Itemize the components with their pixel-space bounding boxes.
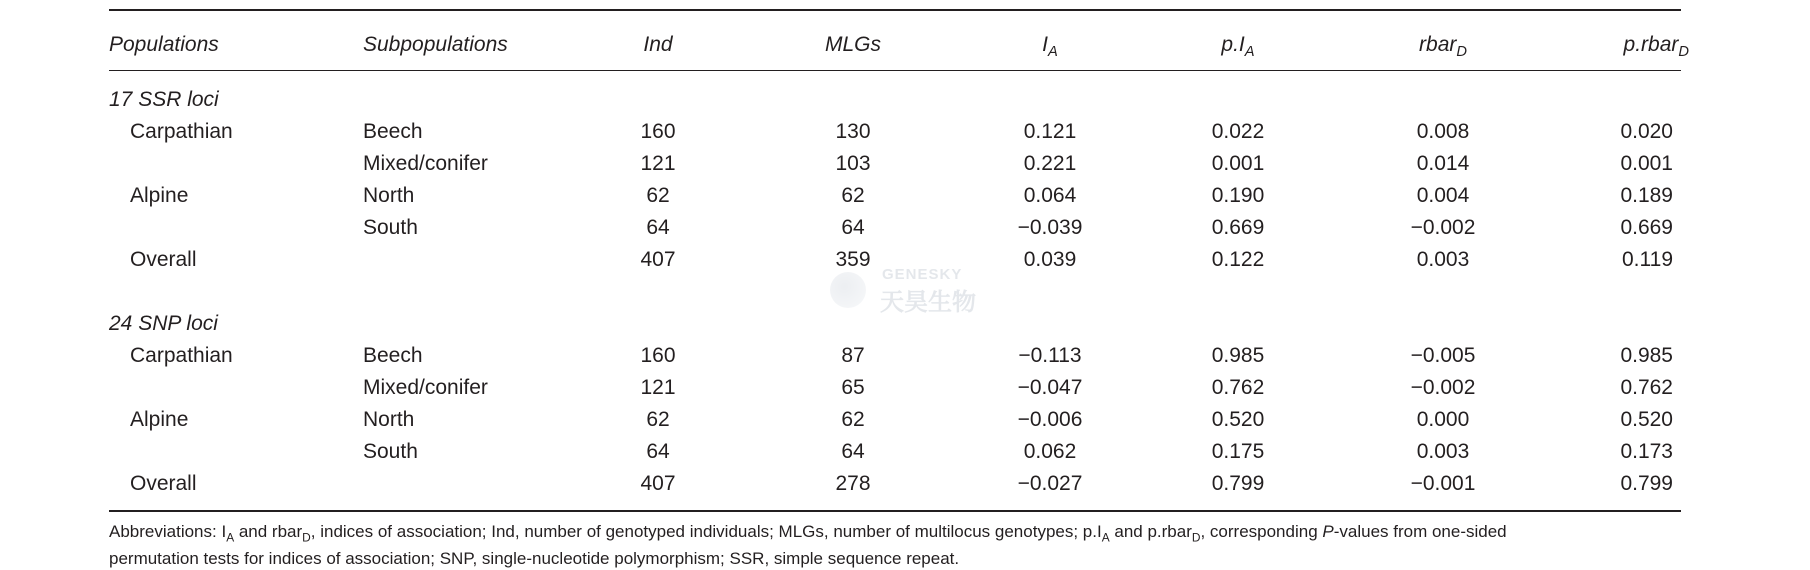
mlgs-cell: 130 xyxy=(835,120,871,143)
mlgs-cell: 359 xyxy=(835,248,871,271)
rbar-cell: −0.001 xyxy=(1410,472,1476,495)
rbar-cell: 0.004 xyxy=(1416,184,1470,207)
ind-cell: 160 xyxy=(640,120,676,143)
rbar-cell: 0.003 xyxy=(1416,440,1470,463)
population-cell: Alpine xyxy=(130,408,189,431)
ind-cell: 62 xyxy=(646,184,670,207)
ia-cell: 0.121 xyxy=(1023,120,1077,143)
ind-cell: 62 xyxy=(646,408,670,431)
ind-cell: 121 xyxy=(640,376,676,399)
rbar-cell: 0.008 xyxy=(1416,120,1470,143)
population-cell: Overall xyxy=(130,248,197,271)
header-rbar: rbar$_D$ xyxy=(1419,33,1467,61)
ind-cell: 64 xyxy=(646,440,670,463)
ia-cell: −0.039 xyxy=(1017,216,1083,239)
p-rbar-cell: 0.189 xyxy=(1620,184,1673,207)
mlgs-cell: 103 xyxy=(835,152,871,175)
header-mlgs: MLGs xyxy=(824,33,881,56)
table-row xyxy=(0,340,1810,372)
footnote-line-1: Abbreviations: $I_A$ and rbar$_D$, indices of association; Ind, number of genotyped individuals; MLGs, number of multilocus genotypes; $p.I_A$ and p.rbar$_D$, corresponding P-values from one-sided xyxy=(109,522,1507,545)
subpopulation-cell: Mixed/conifer xyxy=(363,152,488,175)
ind-cell: 121 xyxy=(640,152,676,175)
ind-cell: 407 xyxy=(640,248,676,271)
population-cell: Carpathian xyxy=(130,344,233,367)
subpopulation-cell: North xyxy=(363,408,415,431)
table-row xyxy=(0,372,1810,404)
table-row xyxy=(0,212,1810,244)
p-ia-cell: 0.022 xyxy=(1211,120,1265,143)
p-ia-cell: 0.190 xyxy=(1211,184,1265,207)
ind-cell: 64 xyxy=(646,216,670,239)
ia-cell: 0.221 xyxy=(1023,152,1077,175)
rbar-cell: −0.002 xyxy=(1410,376,1476,399)
ia-cell: −0.047 xyxy=(1017,376,1083,399)
footnote-line-2: permutation tests for indices of association; SNP, single-nucleotide polymorphism; SSR, simple sequence repeat. xyxy=(109,549,960,569)
population-cell: Overall xyxy=(130,472,197,495)
ind-cell: 160 xyxy=(640,344,676,367)
table-footnote xyxy=(109,521,1681,570)
p-rbar-cell: 0.001 xyxy=(1620,152,1673,175)
header-p-ia: $p.I_A$ xyxy=(1221,33,1255,61)
p-ia-cell: 0.799 xyxy=(1211,472,1265,495)
p-rbar-cell: 0.020 xyxy=(1620,120,1673,143)
subpopulation-cell: North xyxy=(363,184,415,207)
watermark-text-cn: 天昊生物 xyxy=(880,289,976,316)
header-ia: $I_A$ xyxy=(1042,33,1058,61)
ia-cell: −0.006 xyxy=(1017,408,1083,431)
p-ia-cell: 0.520 xyxy=(1211,408,1265,431)
p-rbar-cell: 0.520 xyxy=(1620,408,1673,431)
table-row xyxy=(0,180,1810,212)
ia-cell: 0.064 xyxy=(1023,184,1077,207)
subpopulation-cell: Mixed/conifer xyxy=(363,376,488,399)
table-row xyxy=(0,468,1810,500)
header-p-rbar: p.rbar$_D$ xyxy=(1623,33,1689,61)
table-row xyxy=(0,116,1810,148)
p-rbar-cell: 0.669 xyxy=(1620,216,1673,239)
mlgs-cell: 62 xyxy=(841,408,865,431)
mlgs-cell: 278 xyxy=(835,472,871,495)
subpopulation-cell: Beech xyxy=(363,344,423,367)
table-bottom-rule xyxy=(109,510,1681,512)
p-ia-cell: 0.762 xyxy=(1211,376,1265,399)
ia-cell: −0.027 xyxy=(1017,472,1083,495)
population-cell: Carpathian xyxy=(130,120,233,143)
subpopulation-cell: South xyxy=(363,216,418,239)
population-cell: Alpine xyxy=(130,184,189,207)
p-ia-cell: 0.001 xyxy=(1211,152,1265,175)
p-ia-cell: 0.985 xyxy=(1211,344,1265,367)
p-ia-cell: 0.175 xyxy=(1211,440,1265,463)
watermark-text-en: GENESKY xyxy=(882,266,963,283)
mlgs-cell: 64 xyxy=(841,440,865,463)
p-rbar-cell: 0.119 xyxy=(1622,248,1673,271)
rbar-cell: 0.003 xyxy=(1416,248,1470,271)
table-top-rule xyxy=(109,9,1681,11)
ia-cell: 0.039 xyxy=(1023,248,1077,271)
header-ind: Ind xyxy=(643,33,673,56)
mlgs-cell: 64 xyxy=(841,216,865,239)
header-subpopulations: Subpopulations xyxy=(363,33,508,56)
table-row xyxy=(0,148,1810,180)
p-ia-cell: 0.122 xyxy=(1211,248,1265,271)
subpopulation-cell: South xyxy=(363,440,418,463)
table-row xyxy=(0,436,1810,468)
header-populations: Populations xyxy=(109,33,219,56)
mlgs-cell: 87 xyxy=(841,344,865,367)
rbar-cell: −0.005 xyxy=(1410,344,1476,367)
section-title-ssr: 17 SSR loci xyxy=(109,88,219,111)
p-rbar-cell: 0.985 xyxy=(1620,344,1673,367)
p-rbar-cell: 0.173 xyxy=(1620,440,1673,463)
ia-cell: −0.113 xyxy=(1018,344,1082,367)
ia-cell: 0.062 xyxy=(1023,440,1077,463)
p-ia-cell: 0.669 xyxy=(1211,216,1265,239)
subpopulation-cell: Beech xyxy=(363,120,423,143)
watermark-circle-icon xyxy=(830,272,866,308)
rbar-cell: 0.014 xyxy=(1416,152,1470,175)
ind-cell: 407 xyxy=(640,472,676,495)
header-rule xyxy=(109,70,1681,71)
p-rbar-cell: 0.762 xyxy=(1620,376,1673,399)
watermark-logo xyxy=(830,262,1000,316)
table-row xyxy=(0,404,1810,436)
p-rbar-cell: 0.799 xyxy=(1620,472,1673,495)
section-title-snp: 24 SNP loci xyxy=(109,312,218,335)
mlgs-cell: 62 xyxy=(841,184,865,207)
mlgs-cell: 65 xyxy=(841,376,865,399)
rbar-cell: 0.000 xyxy=(1416,408,1470,431)
rbar-cell: −0.002 xyxy=(1410,216,1476,239)
